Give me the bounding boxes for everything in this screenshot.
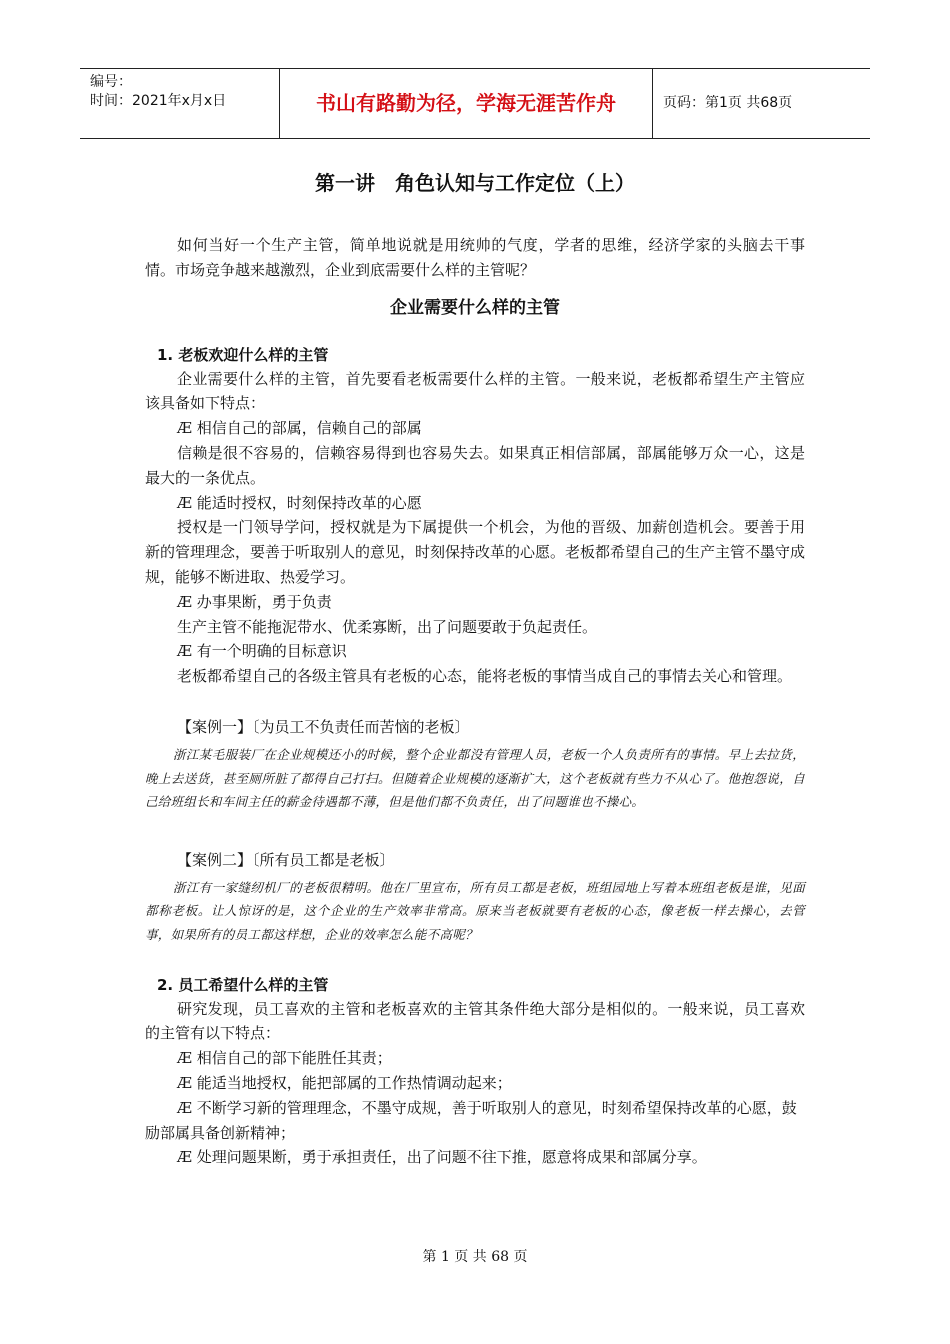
header-motto: 书山有路勤为径，学海无涯苦作舟 xyxy=(280,69,653,138)
header-meta xyxy=(80,69,280,138)
part2-bullet-2: Æ 能适当地授权，能把部属的工作热情调动起来； xyxy=(177,1073,512,1092)
part1-text-4: 老板都希望自己的各级主管具有老板的心态，能将老板的事情当成自己的事情去关心和管理。 xyxy=(177,667,793,686)
spacer xyxy=(145,947,805,973)
document-body xyxy=(145,168,805,1170)
part1-bullet-4: Æ 有一个明确的目标意识 xyxy=(177,642,347,661)
case1-body: 浙江某毛服装厂在企业规模还小的时候，整个企业都没有管理人员，老板一个人负责所有的事情。早上去拉货，晚上去送货，甚至厕所脏了都得自己打扫。但随着企业规模的逐渐扩大，这个老板就有些力不从心了。他抱怨说，自己给班组长和车间主任的薪金待遇都不薄，但是他们都不负责任，出了问题谁也不操心。 xyxy=(145,746,805,810)
section-title: 企业需要什么样的主管 xyxy=(390,297,560,318)
part1-bullet-1: Æ 相信自己的部属，信赖自己的部属 xyxy=(177,419,422,438)
part1-text-2: 授权是一门领导学问，授权就是为下属提供一个机会，为他的晋级、加薪创造机会。要善于用新的管理理念，要善于听取别人的意见，时刻保持改革的心愿。老板都希望自己的生产主管不墨守成规，能够不断进取、热爱学习。 xyxy=(145,518,806,586)
part2-bullet-1: Æ 相信自己的部下能胜任其责； xyxy=(177,1049,392,1068)
part1-heading: 1. 老板欢迎什么样的主管 xyxy=(157,345,329,364)
part1-bullet-3: Æ 办事果断，勇于负责 xyxy=(177,592,332,611)
header-date: 时间：2021年x月x日 xyxy=(90,93,227,109)
case2-heading: 【案例二】〔所有员工都是老板〕 xyxy=(177,850,395,869)
lecture-title: 第一讲 角色认知与工作定位（上） xyxy=(315,171,635,195)
part2-bullet-3: Æ 不断学习新的管理理念，不墨守成规，善于听取别人的意见，时刻希望保持改革的心愿，鼓励部属具备创新精神； xyxy=(145,1098,797,1142)
case1-heading: 【案例一】〔为员工不负责任而苦恼的老板〕 xyxy=(177,717,470,736)
part2-heading: 2. 员工希望什么样的主管 xyxy=(157,975,329,994)
page-footer: 第 1 页 共 68 页 xyxy=(422,1249,528,1265)
part1-bullet-2: Æ 能适时授权，时刻保持改革的心愿 xyxy=(177,493,422,512)
header-page-number: 页码：第1页 共68页 xyxy=(663,95,793,111)
header-number: 编号： xyxy=(90,74,132,90)
part2-bullet-4: Æ 处理问题果断，勇于承担责任，出了问题不往下推，愿意将成果和部属分享。 xyxy=(177,1148,707,1167)
case2-body: 浙江有一家缝纫机厂的老板很精明。他在厂里宣布，所有员工都是老板，班组园地上写着本班组老板是谁，见面都称老板。让人惊讶的是，这个企业的生产效率非常高。原来当老板就要有老板的心态，像老板一样去操心，去管事，如果所有的员工都这样想，企业的效率怎么能不高呢？ xyxy=(145,879,805,942)
intro-paragraph: 如何当好一个生产主管，简单地说就是用统帅的气度，学者的思维，经济学家的头脑去干事情。市场竞争越来越激烈，企业到底需要什么样的主管呢？ xyxy=(145,236,805,279)
page-header xyxy=(80,68,870,139)
part1-lead: 企业需要什么样的主管，首先要看老板需要什么样的主管。一般来说，老板都希望生产主管应该具备如下特点： xyxy=(145,369,805,413)
part1-text-3: 生产主管不能拖泥带水、优柔寡断，出了问题要敢于负起责任。 xyxy=(177,617,598,636)
part2-lead: 研究发现，员工喜欢的主管和老板喜欢的主管其条件绝大部分是相似的。一般来说，员工喜欢的主管有以下特点： xyxy=(145,999,805,1043)
part1-text-1: 信赖是很不容易的，信赖容易得到也容易失去。如果真正相信部属，部属能够万众一心，这是最大的一条优点。 xyxy=(145,443,805,487)
